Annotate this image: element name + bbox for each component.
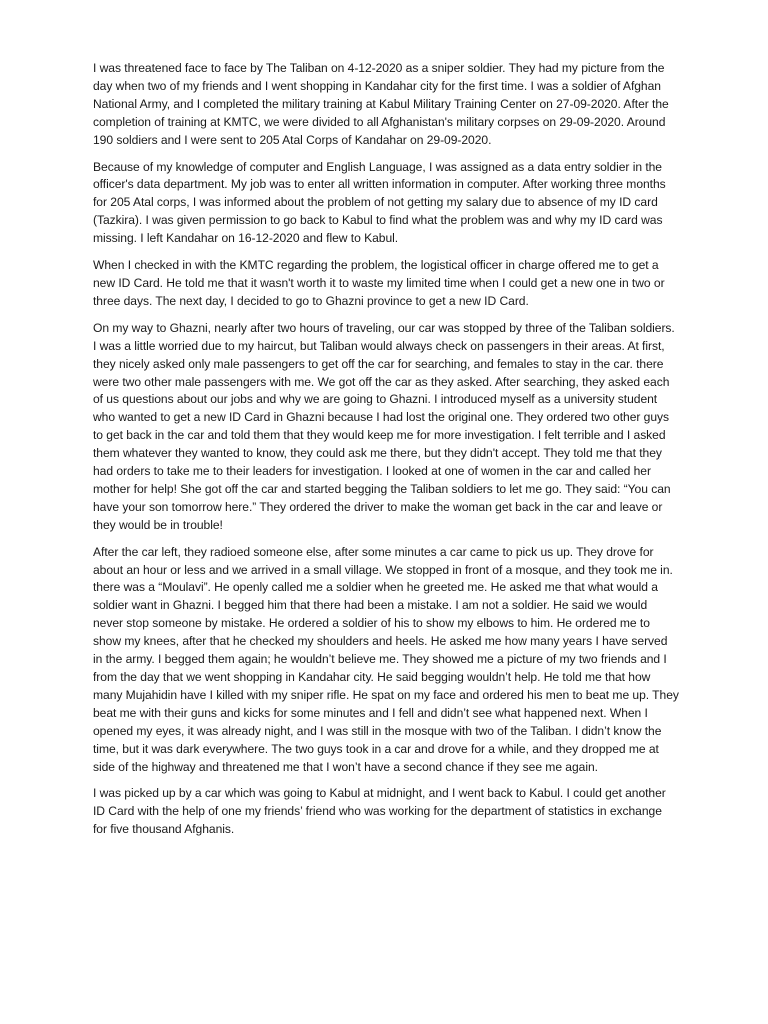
paragraph-mosque-interrogation: After the car left, they radioed someone else, after some minutes a car came to pick us up. They drove for about an hour or less and we arrived in a small village. We stopped in front of a mosque, and they took me in. there was a “Moulavi”. He openly called me a soldier when he greeted me. He asked me that what would a soldier want in Ghazni. I begged him that there had been a mistake. I am not a soldier. He said we would never stop someone by mistake. He ordered a soldier of his to show my elbows to him. He ordered me to show my knees, after that he checked my shoulders and heels. He asked me how many years I have served in the army. I begged them again; he wouldn’t believe me. They showed me a picture of my two friends and I from the day that we went shopping in Kandahar city. He said begging wouldn’t help. He told me that how many Mujahidin have I killed with my sniper rifle. He spat on my face and ordered his men to beat me up. They beat me with their guns and kicks for some minutes and I fell and didn’t see what happened next. When I opened my eyes, it was already night, and I was still in the mosque with two of the Taliban. I didn’t know the time, but it was dark everywhere. The two guys took in a car and drove for a while, and they dropped me at side of the highway and threatened me that I won’t have a second chance if they see me again.	[93, 544, 679, 774]
paragraph-threat-intro: I was threatened face to face by The Taliban on 4-12-2020 as a sniper soldier. They had my picture from the day when two of my friends and I went shopping in Kandahar city for the first time. I was a soldier of Afghan National Army, and I completed the military training at Kabul Military Training Center on 27-09-2020. After the completion of training at KMTC, we were divided to all Afghanistan's military corpses on 29-09-2020. Around 190 soldiers and I were sent to 205 Atal Corps of Kandahar on 29-09-2020.	[93, 61, 669, 147]
paragraph-data-entry-job: Because of my knowledge of computer and English Language, I was assigned as a data entry soldier in the officer's data department. My job was to enter all written information in computer. After working three months for 205 Atal corps, I was informed about the problem of not getting my salary due to absence of my ID card (Tazkira). I was given permission to go back to Kabul to find what the problem was and why my ID card was missing. I left Kandahar on 16-12-2020 and flew to Kabul.	[93, 159, 666, 246]
paragraph-ghazni-checkpoint: On my way to Ghazni, nearly after two hours of traveling, our car was stopped by three of the Taliban soldiers. I was a little worried due to my haircut, but Taliban would always check on passengers in their areas. At first, they nicely asked only male passengers to get off the car for searching, and females to stay in the car. there were two other male passengers with me. We got off the car as they asked. After searching, they asked each of us questions about our jobs and why we are going to Ghazni. I introduced myself as a university student who wanted to get a new ID Card in Ghazni because I had lost the original one. They ordered two other guys to get back in the car and told them that they would keep me for more investigation. I felt terrible and I asked them whatever they wanted to know, they could ask me there, but they didn't accept. They told me that they had orders to take me to their leaders for investigation. I looked at one of women in the car and called her mother for help! She got off the car and started begging the Taliban soldiers to let me go. They said: “You can have your son tomorrow here.” They ordered the driver to make the woman get back in the car and leave or they would be in trouble!	[93, 320, 675, 532]
paragraph-return-to-kabul: I was picked up by a car which was going to Kabul at midnight, and I went back to Kabul. I could get another ID Card with the help of one my friends’ friend who was working for the department of statistics in exchange for five thousand Afghanis.	[93, 786, 666, 837]
paragraph-kmtc-id-card: When I checked in with the KMTC regarding the problem, the logistical officer in charge offered me to get a new ID Card. He told me that it wasn't worth it to waste my limited time when I could get a new one in two or three days. The next day, I decided to go to Ghazni province to get a new ID Card.	[93, 258, 665, 308]
document-body	[93, 60, 679, 848]
